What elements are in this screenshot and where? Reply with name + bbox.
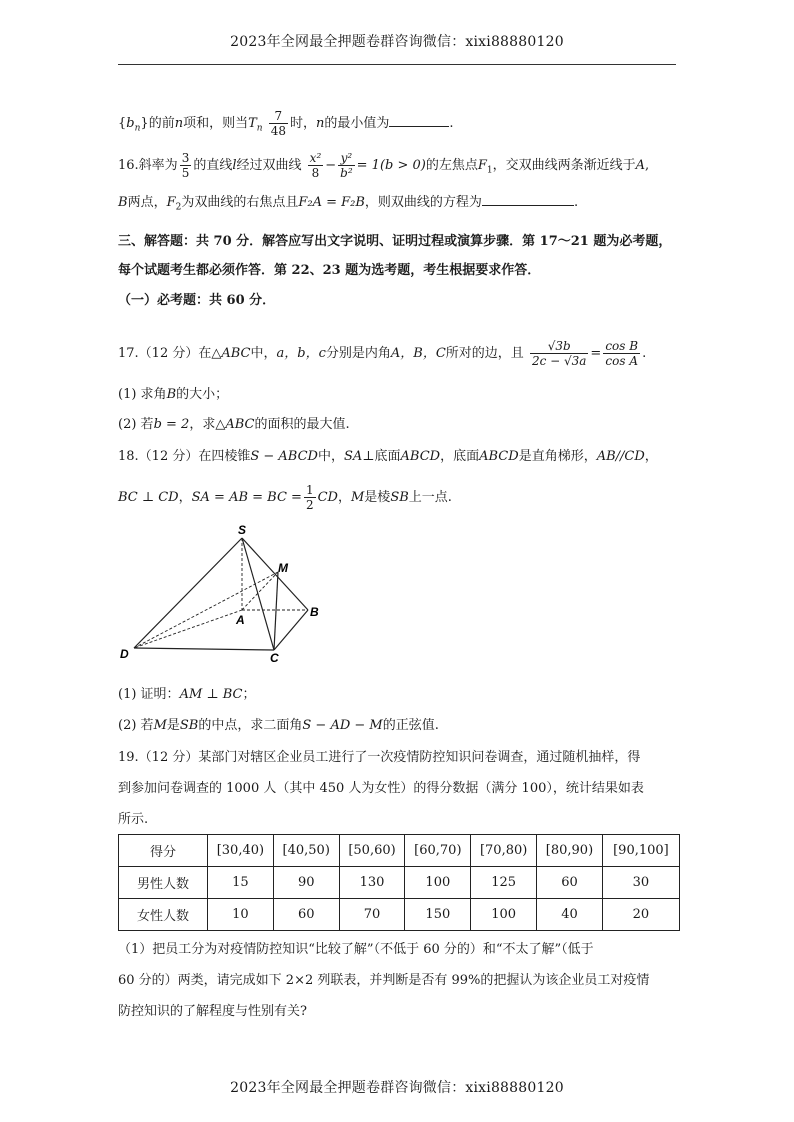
q16-line2: B两点，$F_2$为双曲线的右焦点且F₂A = F₂B，则双曲线的方程为 . xyxy=(118,195,579,213)
table-cell: 125 xyxy=(471,867,537,899)
edge-SD xyxy=(134,538,242,648)
page-footer: 2023年全网最全押题卷群咨询微信：xixi88880120 xyxy=(230,1080,564,1096)
q18-part2: (2) 若M是SB的中点，求二面角S − AD − M的正弦值. xyxy=(118,718,439,733)
fraction-rhs: $\frac{\text{cos B}}{\text{cos A}}$ xyxy=(605,339,639,368)
vertex-label-C: C xyxy=(270,651,279,665)
table-header-cell: [60,70) xyxy=(405,835,471,867)
segment-MC xyxy=(274,572,278,650)
table-header-row xyxy=(119,835,680,867)
score-table xyxy=(118,834,680,931)
q17-part1: (1) 求角B的大小； xyxy=(118,387,229,402)
q19-part1-line2: 60 分的）两类，请完成如下 2×2 列联表，并判断是否有 99%的把握认为该企业员工对疫情 xyxy=(118,973,650,988)
q18-part1: (1) 证明：AM ⊥ BC； xyxy=(118,687,256,702)
table-cell: 30 xyxy=(602,867,679,899)
page-header: 2023年全网最全押题卷群咨询微信：xixi88880120 xyxy=(230,34,564,50)
table-cell: 90 xyxy=(273,867,339,899)
q19-part1-line1: （1）把员工分为对疫情防控知识“比较了解”（不低于 60 分的）和“不太了解”（低于 xyxy=(118,942,594,957)
q17-stem: 17.（12 分）在△ABC中，a，b，c分别是内角A，B，C所对的边，且 $\frac{√3b}{2c - √3a}$ = $\frac{\text{cos B}}{\text{cos A}}$ . xyxy=(118,339,647,368)
fraction-x2-8: $\frac{\text{x²}}{8}$ xyxy=(309,151,322,180)
table-cell: 40 xyxy=(537,899,603,931)
table-cell: 130 xyxy=(339,867,405,899)
vertex-label-S: S xyxy=(238,523,247,537)
section3-line1: 三、解答题：共 70 分．解答应写出文字说明、证明过程或演算步骤．第 17～21 题为必考题， xyxy=(118,234,672,249)
q16-line1: 16.斜率为 $\frac{3}{5}$ 的直线l经过双曲线 $\frac{\text{x²}}{8}$ − $\frac{\text{y²}}{\text{b²}}$ = 1(b > 0)的左焦点$F_1$，交双曲线两条渐近线于A, xyxy=(118,151,650,180)
section3-sub: （一）必考题：共 60 分． xyxy=(118,293,276,308)
section3-line2: 每个试题考生都必须作答．第 22、23 题为选考题，考生根据要求作答． xyxy=(118,263,541,278)
table-header-cell: [90,100] xyxy=(602,835,679,867)
q19-line3: 所示. xyxy=(118,812,149,827)
fraction-half: $\frac{1}{2}$ xyxy=(305,483,314,512)
table-header-cell: 得分 xyxy=(119,835,208,867)
q19-line2: 到参加问卷调查的 1000 人（其中 450 人为女性）的得分数据（满分 100），统计结果如表 xyxy=(118,781,644,796)
table-cell: 女性人数 xyxy=(119,899,208,931)
vertex-label-A: A xyxy=(236,613,245,627)
table-cell: 60 xyxy=(537,867,603,899)
edge-DC xyxy=(134,648,274,650)
q19-part1-line3: 防控知识的了解程度与性别有关? xyxy=(118,1004,307,1019)
vertex-label-M: M xyxy=(278,561,288,575)
table-cell: 男性人数 xyxy=(119,867,208,899)
table-row xyxy=(119,899,680,931)
answer-blank xyxy=(482,193,574,206)
table-cell: 100 xyxy=(405,867,471,899)
table-cell: 60 xyxy=(273,899,339,931)
segment-AM-hidden xyxy=(242,572,278,610)
table-cell: 70 xyxy=(339,899,405,931)
table-cell: 10 xyxy=(208,899,274,931)
answer-blank xyxy=(389,114,449,127)
q18-line2: BC ⊥ CD，SA = AB = BC = $\frac{1}{2}$ CD，M是棱SB上一点. xyxy=(118,483,452,512)
segment-DM-hidden xyxy=(134,572,278,648)
fraction-y2-b2: $\frac{\text{y²}}{\text{b²}}$ xyxy=(340,151,353,180)
table-cell: 100 xyxy=(471,899,537,931)
fraction-7-48: $\frac{7}{48}$ xyxy=(270,109,286,138)
q19-line1: 19.（12 分）某部门对辖区企业员工进行了一次疫情防控知识问卷调查，通过随机抽样，得 xyxy=(118,750,641,765)
table-cell: 20 xyxy=(602,899,679,931)
table-header-cell: [30,40) xyxy=(208,835,274,867)
pyramid-figure xyxy=(112,520,332,668)
table-cell: 150 xyxy=(405,899,471,931)
fraction-slope: $\frac{3}{5}$ xyxy=(181,151,190,180)
table-header-cell: [70,80) xyxy=(471,835,537,867)
edge-AD-hidden xyxy=(134,610,242,648)
fraction-lhs: $\frac{√3b}{2c - √3a}$ xyxy=(531,339,587,368)
q18-line1: 18.（12 分）在四棱锥S − ABCD中，SA⊥底面ABCD，底面ABCD是直角梯形，AB//CD， xyxy=(118,449,658,464)
q15-tail-line: $\{b_n\}$的前n项和，则当$T_n$ $\frac{7}{48}$ 时，n的最小值为 . xyxy=(118,109,454,138)
q17-part2: (2) 若b = 2，求△ABC的面积的最大值. xyxy=(118,417,350,432)
vertex-label-D: D xyxy=(120,647,129,661)
table-header-cell: [40,50) xyxy=(273,835,339,867)
table-header-cell: [50,60) xyxy=(339,835,405,867)
edge-CB xyxy=(274,610,308,650)
table-row xyxy=(119,867,680,899)
table-header-cell: [80,90) xyxy=(537,835,603,867)
header-divider xyxy=(118,64,676,65)
vertex-label-B: B xyxy=(310,605,319,619)
table-cell: 15 xyxy=(208,867,274,899)
